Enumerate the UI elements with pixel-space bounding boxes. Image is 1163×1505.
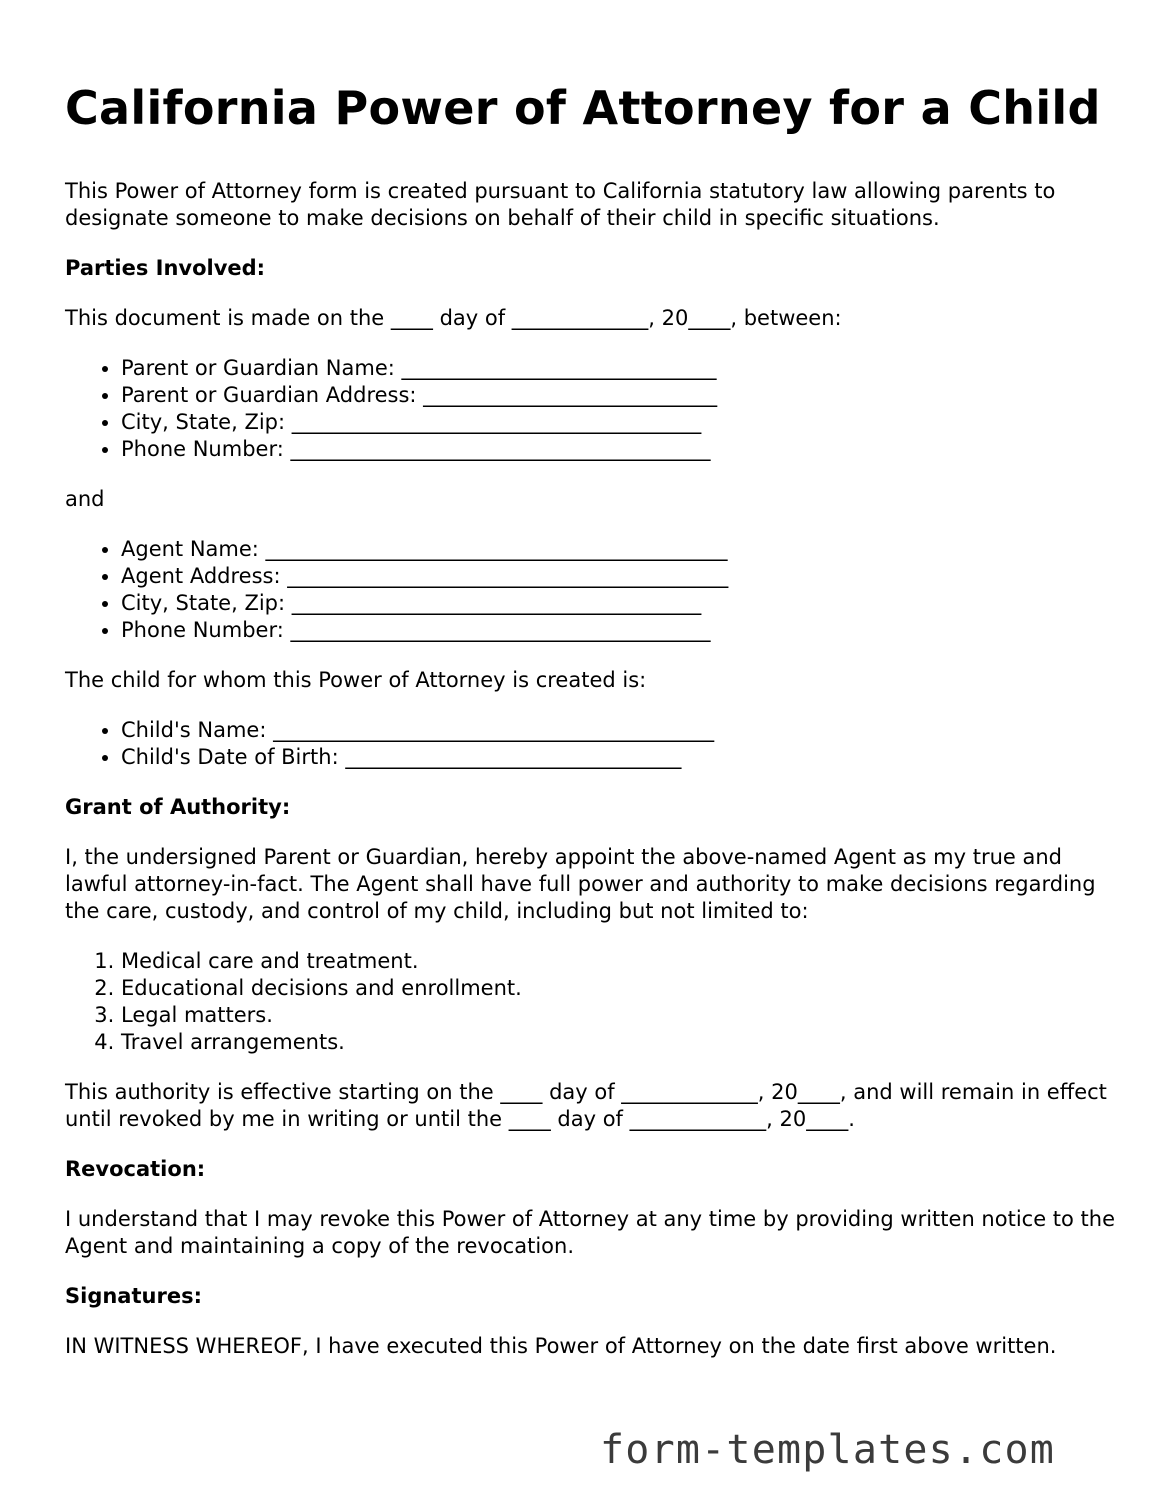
grant-heading: Grant of Authority: [65,795,291,819]
child-intro: The child for whom this Power of Attorney is created is: [65,668,647,692]
agent-address-field: • Agent Address: __________________________________________ [121,563,1125,590]
signatures-heading: Signatures: [65,1284,202,1308]
authority-item: 2. Educational decisions and enrollment. [121,975,1125,1002]
parent-info-list [65,355,1125,463]
parties-heading: Parties Involved: [65,256,266,280]
agent-city-state-zip-field: • City, State, Zip: _______________________________________ [121,590,1125,617]
agent-info-list [65,536,1125,644]
parent-address-field: • Parent or Guardian Address: ____________________________ [121,382,1125,409]
child-name-field: • Child's Name: __________________________________________ [121,717,1125,744]
child-info-list [65,717,1125,771]
revocation-heading: Revocation: [65,1157,206,1181]
authority-item: 4. Travel arrangements. [121,1029,1125,1056]
effective-period-paragraph: This authority is effective starting on the ____ day of _____________, 20____, and will remain in effect until revoked by me in writing or until the ____ day of _____________, 20____. [65,1080,1107,1131]
parent-city-state-zip-field: • City, State, Zip: _______________________________________ [121,409,1125,436]
authority-list [65,948,1125,1056]
intro-paragraph: This Power of Attorney form is created pursuant to California statutory law allowing parents to designate someone to make decisions on behalf of their child in specific situations. [65,179,1056,230]
parent-name-field: • Parent or Guardian Name: ______________________________ [121,355,1125,382]
authority-item: 3. Legal matters. [121,1002,1125,1029]
made-on-line: This document is made on the ____ day of _____________, 20____, between: [65,306,842,330]
agent-name-field: • Agent Name: ____________________________________________ [121,536,1125,563]
revocation-paragraph: I understand that I may revoke this Power of Attorney at any time by providing written notice to the Agent and maintaining a copy of the revocation. [65,1207,1116,1258]
and-text: and [65,487,105,511]
child-dob-field: • Child's Date of Birth: ________________________________ [121,744,1125,771]
authority-item: 1. Medical care and treatment. [121,948,1125,975]
agent-phone-field: • Phone Number: ________________________________________ [121,617,1125,644]
site-watermark: form-templates.com [600,1427,1056,1473]
witness-paragraph: IN WITNESS WHEREOF, I have executed this Power of Attorney on the date first above written. [65,1334,1057,1358]
document-page [65,78,1125,1383]
parent-phone-field: • Phone Number: ________________________________________ [121,436,1125,463]
document-title: California Power of Attorney for a Child [65,81,1101,135]
grant-paragraph: I, the undersigned Parent or Guardian, hereby appoint the above-named Agent as my true and lawful attorney-in-fact. The Agent shall have full power and authority to make decisions regarding the care, custody, and control of my child, including but not limited to: [65,845,1096,923]
